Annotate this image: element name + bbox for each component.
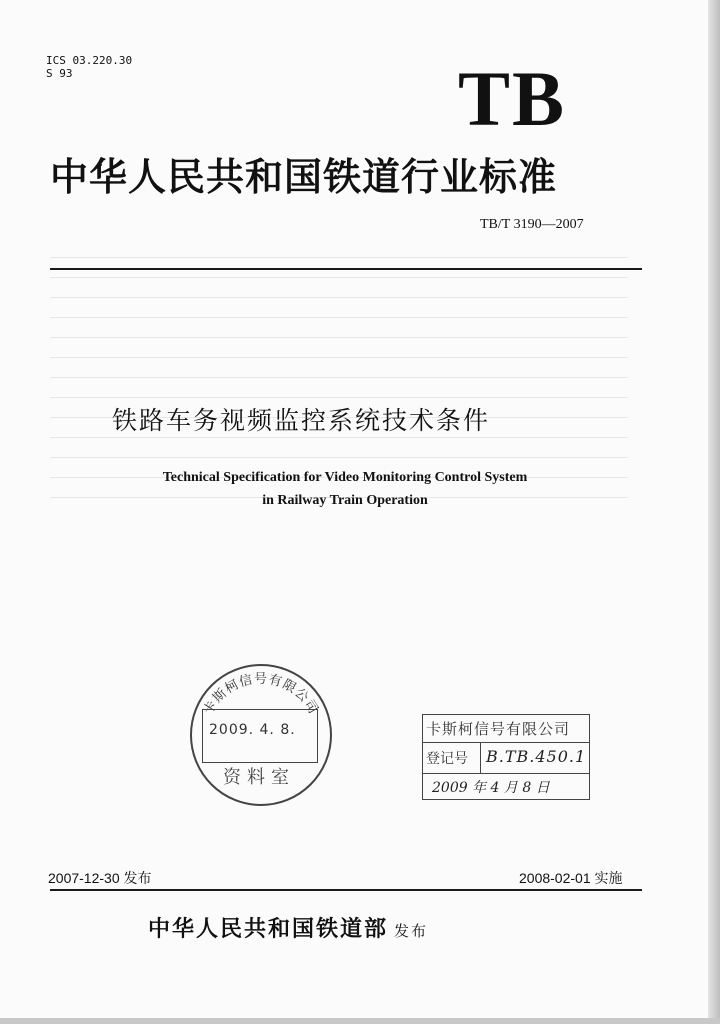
round-stamp-room: 资料室 (223, 767, 295, 788)
round-stamp-date: 2009. 4. 8. (209, 722, 296, 738)
document-title-en-line1: Technical Specification for Video Monitoring Control System (162, 470, 528, 485)
registration-number: B.TB.450.1 (486, 747, 587, 766)
issuing-authority (148, 912, 428, 943)
standard-code: TB/T 3190—2007 (480, 217, 584, 232)
ccs-code: S 93 (46, 67, 73, 80)
classification-codes (46, 54, 132, 80)
footer-rule (50, 889, 642, 891)
issuer-name: 中华人民共和国铁道部 (148, 916, 389, 942)
issue-date: 2007-12-30 发布 (48, 870, 152, 886)
ics-code: ICS 03.220.30 (46, 54, 133, 67)
round-stamp-company: 卡斯柯信号有限公司 (201, 672, 321, 718)
registration-stamp-company: 卡斯柯信号有限公司 (426, 720, 571, 738)
registration-stamp-divider (480, 742, 481, 773)
page-edge-shadow (708, 0, 720, 1024)
registration-date: 2009 年 4 月 8 日 (432, 780, 550, 796)
issuer-suffix: 发布 (394, 922, 429, 940)
show-through-lines (50, 238, 628, 498)
registration-stamp-divider (423, 773, 589, 774)
implementation-date: 2008-02-01 实施 (519, 870, 623, 886)
registration-stamp-divider (423, 742, 589, 743)
tb-logo: TB (458, 55, 567, 142)
page-bottom-edge (0, 1018, 720, 1024)
document-title-en-line2: in Railway Train Operation (262, 493, 428, 508)
standard-title: 中华人民共和国铁道行业标准 (50, 154, 558, 199)
registration-stamp-label: 登记号 (426, 751, 468, 767)
document-title-cn: 铁路车务视频监控系统技术条件 (112, 406, 491, 435)
